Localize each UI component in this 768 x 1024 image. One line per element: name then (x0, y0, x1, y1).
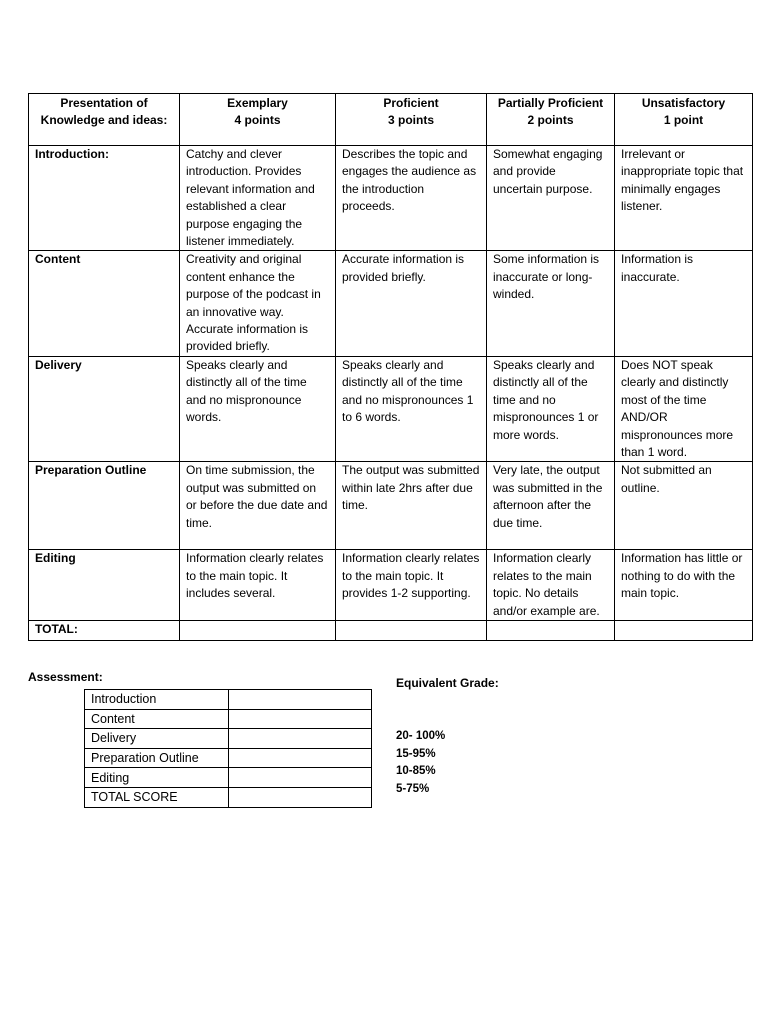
cell-exemplary: Creativity and original content enhance the purpose of the podcast in an innovative way. Accurate information is provided briefly. (180, 251, 336, 356)
cell-partially-proficient: Somewhat engaging and provide uncertain purpose. (487, 146, 615, 251)
cell-partially-proficient: Speaks clearly and distinctly all of the time and no mispronounces 1 or more words. (487, 356, 615, 461)
cell-unsatisfactory: Does NOT speak clearly and distinctly most of the time AND/OR mispronounces more than 1 word. (615, 356, 753, 461)
header-partially-proficient (487, 94, 615, 146)
cell-proficient: Accurate information is provided briefly. (336, 251, 487, 356)
assessment-row (85, 748, 372, 768)
assessment-label: Preparation Outline (85, 748, 229, 768)
header-line: Unsatisfactory (641, 96, 726, 110)
header-line: Presentation of (60, 96, 148, 110)
total-score-cell[interactable] (487, 621, 615, 641)
header-line: Exemplary (227, 96, 288, 110)
assessment-score-cell[interactable] (229, 709, 372, 729)
total-label: TOTAL: (29, 621, 180, 641)
header-line: 1 point (663, 113, 704, 128)
cell-exemplary: On time submission, the output was submitted on or before the due date and time. (180, 462, 336, 550)
header-proficient (336, 94, 487, 146)
assessment-title: Assessment: (28, 670, 103, 684)
rubric-table (28, 93, 753, 641)
assessment-row (85, 709, 372, 729)
header-line: Proficient (383, 96, 439, 110)
criterion-label: Introduction: (29, 146, 180, 251)
row-introduction (29, 146, 753, 251)
assessment-row (85, 768, 372, 788)
row-editing (29, 550, 753, 621)
cell-exemplary: Information clearly relates to the main topic. It includes several. (180, 550, 336, 621)
assessment-label: Introduction (85, 690, 229, 710)
header-line: Knowledge and ideas: (40, 113, 168, 128)
header-exemplary (180, 94, 336, 146)
row-preparation-outline (29, 462, 753, 550)
assessment-score-cell[interactable] (229, 787, 372, 807)
assessment-label: TOTAL SCORE (85, 787, 229, 807)
grade-item: 15-95% (396, 747, 436, 760)
grade-item: 10-85% (396, 765, 436, 778)
cell-exemplary: Catchy and clever introduction. Provides relevant information and established a clear purpose engaging the listener immediately. (180, 146, 336, 251)
cell-exemplary: Speaks clearly and distinctly all of the time and no mispronounce words. (180, 356, 336, 461)
cell-unsatisfactory: Information has little or nothing to do with the main topic. (615, 550, 753, 621)
header-line: 4 points (234, 113, 281, 128)
assessment-row (85, 690, 372, 710)
cell-partially-proficient: Information clearly relates to the main topic. No details and/or example are. (487, 550, 615, 621)
equivalent-grade-list (396, 728, 445, 798)
grade-item: 20- 100% (396, 730, 446, 742)
header-criteria (29, 94, 180, 146)
row-content (29, 251, 753, 356)
cell-proficient: The output was submitted within late 2hrs after due time. (336, 462, 487, 550)
assessment-score-cell[interactable] (229, 768, 372, 788)
row-delivery (29, 356, 753, 461)
grade-item: 5-75% (396, 782, 430, 795)
total-score-cell[interactable] (180, 621, 336, 641)
assessment-row (85, 787, 372, 807)
row-total (29, 621, 753, 641)
header-line: 2 points (527, 113, 574, 128)
cell-unsatisfactory: Irrelevant or inappropriate topic that minimally engages listener. (615, 146, 753, 251)
assessment-score-cell[interactable] (229, 729, 372, 749)
criterion-label: Editing (29, 550, 180, 621)
rubric-body (29, 146, 753, 641)
assessment-row (85, 729, 372, 749)
rubric-header-row (29, 94, 753, 146)
cell-partially-proficient: Very late, the output was submitted in the afternoon after the due time. (487, 462, 615, 550)
assessment-label: Content (85, 709, 229, 729)
criterion-label: Content (29, 251, 180, 356)
criterion-label: Preparation Outline (29, 462, 180, 550)
header-line: Partially Proficient (497, 96, 604, 110)
assessment-label: Editing (85, 768, 229, 788)
cell-partially-proficient: Some information is inaccurate or long-winded. (487, 251, 615, 356)
equivalent-grade-title: Equivalent Grade: (396, 676, 499, 690)
cell-proficient: Information clearly relates to the main topic. It provides 1-2 supporting. (336, 550, 487, 621)
criterion-label: Delivery (29, 356, 180, 461)
assessment-label: Delivery (85, 729, 229, 749)
cell-unsatisfactory: Not submitted an outline. (615, 462, 753, 550)
assessment-score-cell[interactable] (229, 690, 372, 710)
total-score-cell[interactable] (615, 621, 753, 641)
assessment-score-cell[interactable] (229, 748, 372, 768)
total-score-cell[interactable] (336, 621, 487, 641)
cell-proficient: Describes the topic and engages the audience as the introduction proceeds. (336, 146, 487, 251)
cell-unsatisfactory: Information is inaccurate. (615, 251, 753, 356)
cell-proficient: Speaks clearly and distinctly all of the time and no mispronounces 1 to 6 words. (336, 356, 487, 461)
header-line: 3 points (387, 113, 434, 128)
assessment-table (84, 689, 372, 808)
header-unsatisfactory (615, 94, 753, 146)
